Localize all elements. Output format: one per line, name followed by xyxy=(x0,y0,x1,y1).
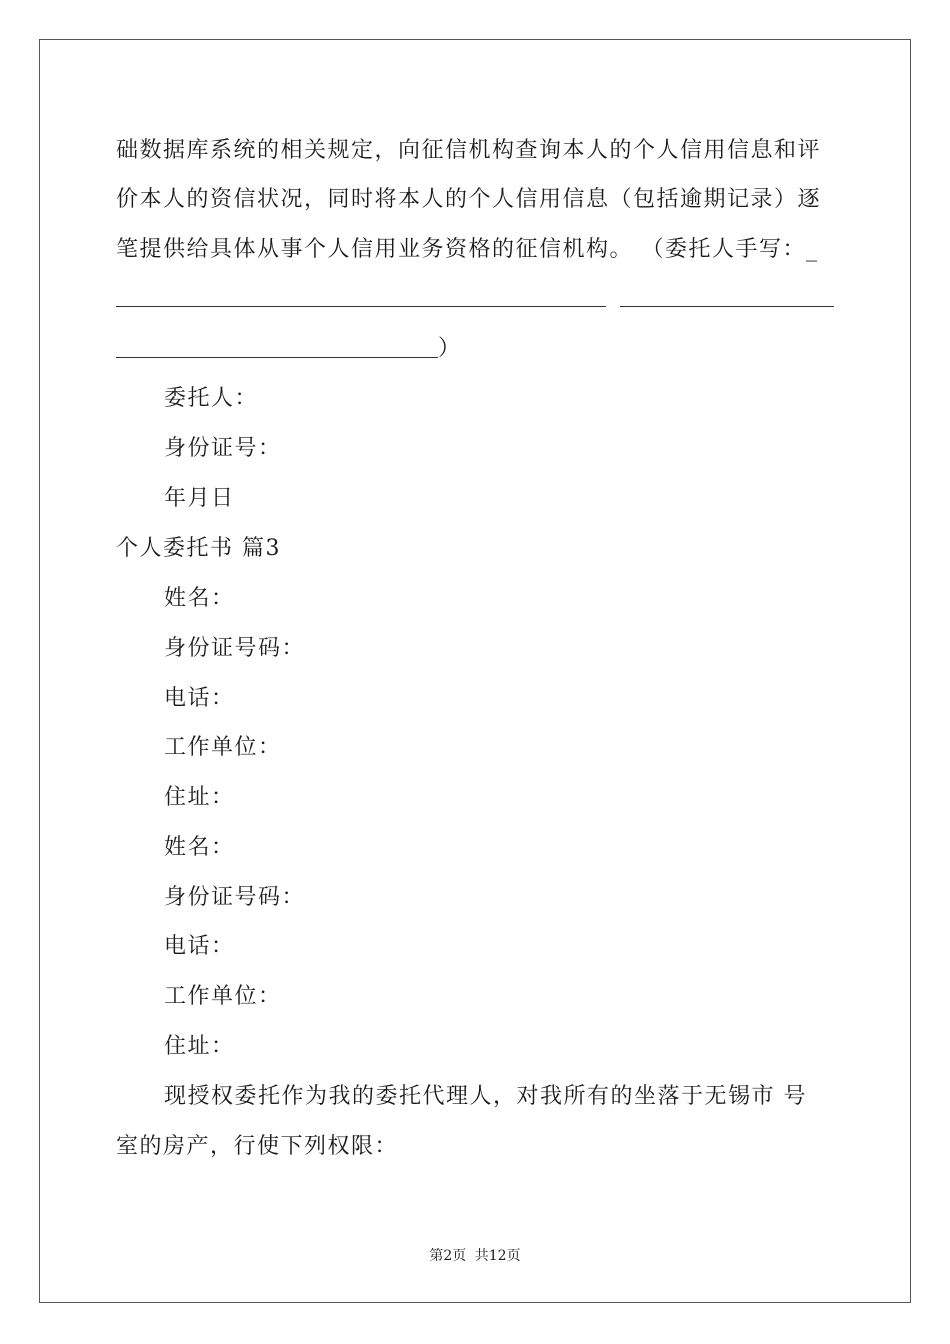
handwriting-blank-line xyxy=(116,306,606,307)
id-number-label: 身份证号： xyxy=(164,436,282,461)
handwriting-blank-line xyxy=(620,306,834,307)
paragraph-line: 室的房产，行使下列权限： xyxy=(116,1134,399,1159)
name-label: 姓名： xyxy=(164,835,235,860)
employer-label: 工作单位： xyxy=(164,984,282,1009)
phone-label: 电话： xyxy=(164,934,235,959)
page-footer xyxy=(0,1246,950,1266)
phone-label: 电话： xyxy=(164,686,235,711)
page-border xyxy=(39,39,911,1303)
page-number-current: 第2页 xyxy=(429,1248,467,1264)
handwriting-blank-line xyxy=(116,357,438,358)
address-label: 住址： xyxy=(164,785,235,810)
id-number-label: 身份证号码： xyxy=(164,885,306,910)
paragraph-line: 笔提供给具体从事个人信用业务资格的征信机构。 （委托人手写：_ xyxy=(116,237,819,262)
name-label: 姓名： xyxy=(164,586,235,611)
address-label: 住址： xyxy=(164,1034,235,1059)
section-heading: 个人委托书 篇3 xyxy=(116,536,281,561)
closing-paren: ） xyxy=(438,336,462,361)
id-number-label: 身份证号码： xyxy=(164,636,306,661)
date-label: 年月日 xyxy=(164,486,235,511)
page-number-total: 共12页 xyxy=(474,1248,521,1264)
principal-label: 委托人： xyxy=(164,386,259,411)
paragraph-line: 价本人的资信状况，同时将本人的个人信用信息（包括逾期记录）逐 xyxy=(116,187,822,212)
paragraph-line: 现授权委托作为我的委托代理人，对我所有的坐落于无锡市 号 xyxy=(164,1084,807,1109)
paragraph-line: 础数据库系统的相关规定，向征信机构查询本人的个人信用信息和评 xyxy=(116,138,822,163)
employer-label: 工作单位： xyxy=(164,735,282,760)
